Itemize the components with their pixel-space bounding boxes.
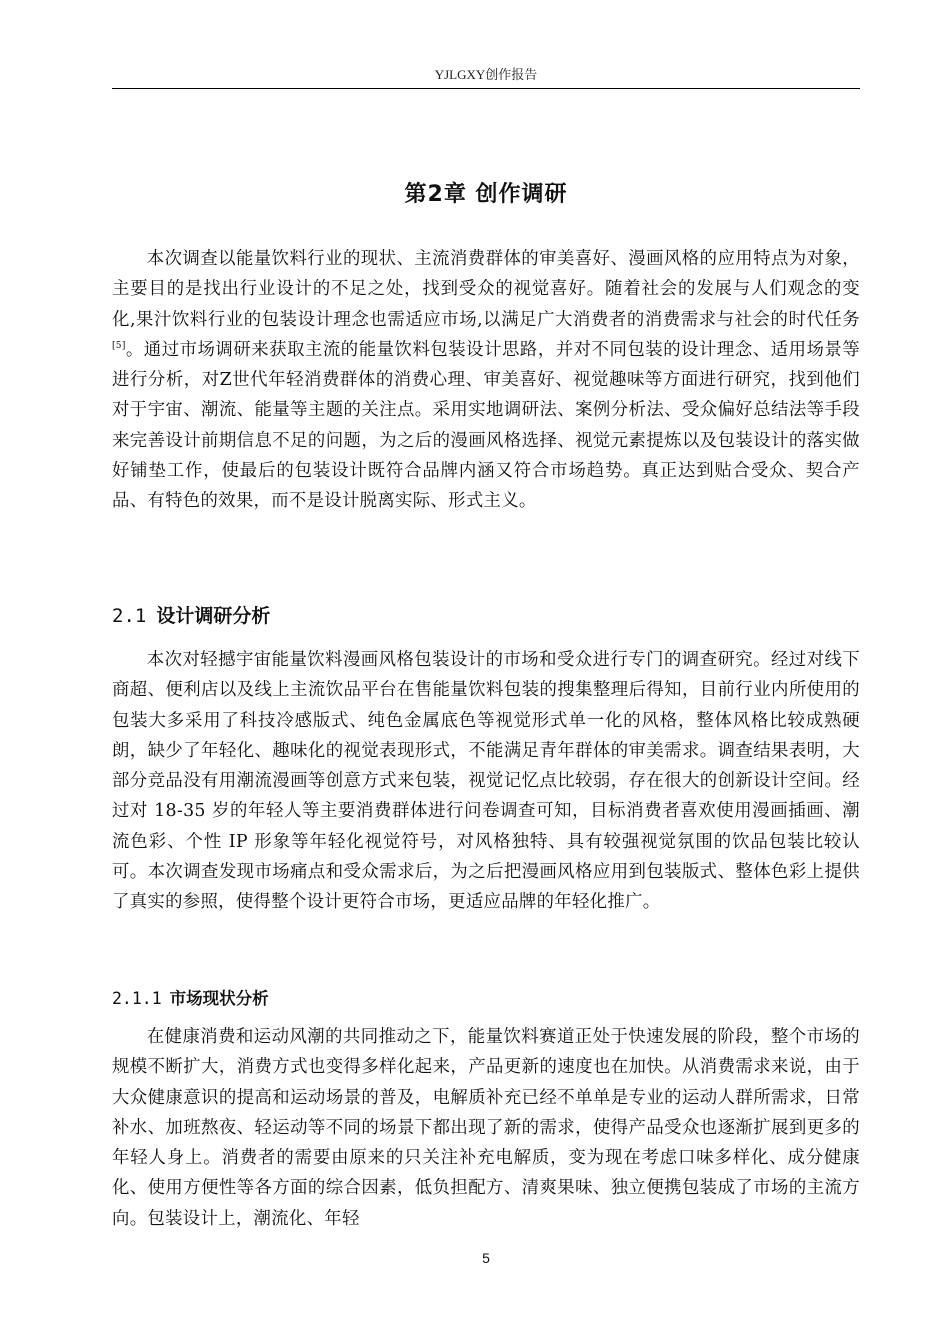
intro-text-1: 本次调查以能量饮料行业的现状、主流消费群体的审美喜好、漫画风格的应用特点为对象，主要目的是找出行业设计的不足之处，找到受众的视觉喜好。随着社会的发展与人们观念的变化,果汁饮料行业的包装设计理念也需适应市场,以满足广大消费者的消费需求与社会的时代任务	[112, 249, 860, 330]
page-number: 5	[482, 1250, 490, 1266]
intro-paragraph	[112, 244, 860, 517]
section-2-1-paragraph: 本次对轻撼宇宙能量饮料漫画风格包装设计的市场和受众进行专门的调查研究。经过对线下商超、便利店以及线上主流饮品平台在售能量饮料包装的搜集整理后得知，目前行业内所使用的包装大多采用了科技冷感版式、纯色金属底色等视觉形式单一化的风格，整体风格比较成熟硬朗，缺少了年轻化、趣味化的视觉表现形式，不能满足青年群体的审美需求。调查结果表明，大部分竞品没有用潮流漫画等创意方式来包装，视觉记忆点比较弱，存在很大的创新设计空间。经过对 18-35 岁的年轻人等主要消费群体进行问卷调查可知，目标消费者喜欢使用漫画插画、潮流色彩、个性 IP 形象等年轻化视觉符号，对风格独特、具有较强视觉氛围的饮品包装比较认可。本次调查发现市场痛点和受众需求后，为之后把漫画风格应用到包装版式、整体色彩上提供了真实的参照，使得整个设计更符合市场，更适应品牌的年轻化推广。	[112, 650, 860, 913]
section-title: 设计调研分析	[156, 605, 271, 627]
subsection-title: 市场现状分析	[169, 989, 269, 1008]
citation-ref: [5]	[112, 340, 126, 351]
intro-text-2: 。通过市场调研来获取主流的能量饮料包装设计思路，并对不同包装的设计理念、适用场景等进行分析，对Z世代年轻消费群体的消费心理、审美喜好、视觉趣味等方面进行研究，找到他们对于宇宙、潮流、能量等主题的关注点。采用实地调研法、案例分析法、受众偏好总结法等手段来完善设计前期信息不足的问题，为之后的漫画风格选择、视觉元素提炼以及包装设计的落实做好铺垫工作，使最后的包装设计既符合品牌内涵又符合市场趋势。真正达到贴合受众、契合产品、有特色的效果，而不是设计脱离实际、形式主义。	[112, 339, 860, 512]
header-divider	[112, 88, 860, 89]
chapter-title: 第2章 创作调研	[404, 182, 568, 207]
section-heading-2-1-1	[112, 985, 269, 1009]
subsection-number: 2.1.1	[112, 989, 162, 1008]
section-number: 2.1	[112, 605, 147, 627]
running-header: YJLGXY创作报告	[434, 67, 538, 82]
section-heading-2-1	[112, 601, 270, 628]
section-2-1-1-paragraph: 在健康消费和运动风潮的共同推动之下，能量饮料赛道正处于快速发展的阶段，整个市场的规模不断扩大，消费方式也变得多样化起来，产品更新的速度也在加快。从消费需求来说，由于大众健康意识的提高和运动场景的普及，电解质补充已经不单单是专业的运动人群所需求，日常补水、加班熬夜、轻运动等不同的场景下都出现了新的需求，使得产品受众也逐渐扩展到更多的年轻人身上。消费者的需要由原来的只关注补充电解质，变为现在考虑口味多样化、成分健康化、使用方便性等各方面的综合因素，低负担配方、清爽果味、独立便携包装成了市场的主流方向。包装设计上，潮流化、年轻	[112, 1027, 860, 1229]
